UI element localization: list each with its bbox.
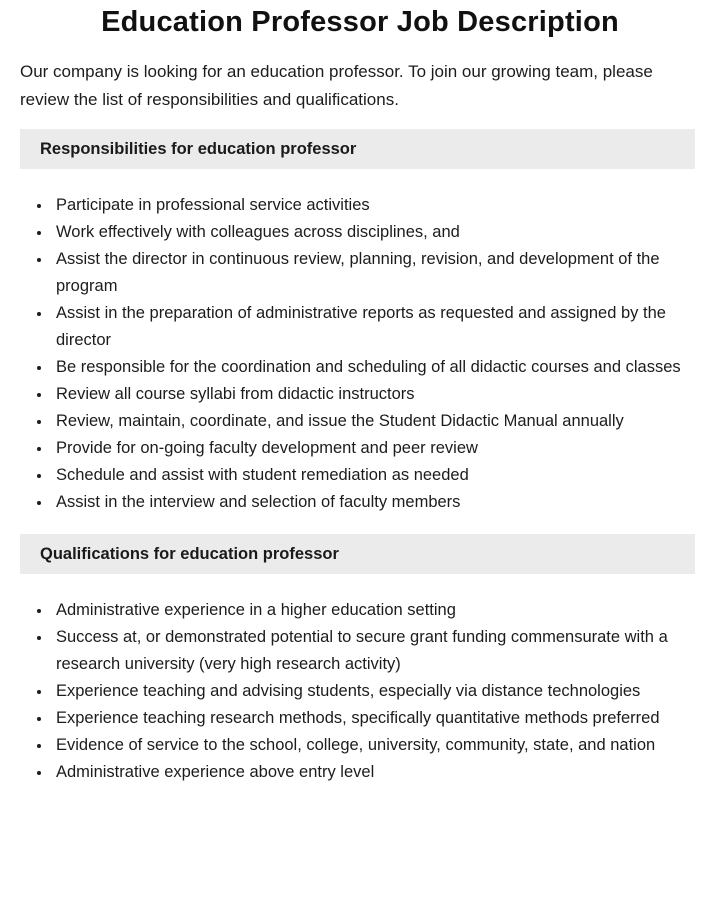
- list-item: • Assist the director in continuous review, planning, revision, and development of the program: [52, 246, 696, 300]
- list-item: • Review, maintain, coordinate, and issue the Student Didactic Manual annually: [52, 408, 696, 435]
- list-item: • Experience teaching research methods, specifically quantitative methods preferred: [52, 705, 696, 732]
- list-item: • Success at, or demonstrated potential to secure grant funding commensurate with a research university (very high research activity): [52, 624, 696, 678]
- list-item: • Review all course syllabi from didactic instructors: [52, 381, 696, 408]
- list-item: • Work effectively with colleagues across disciplines, and: [52, 219, 696, 246]
- responsibilities-list: [20, 192, 696, 516]
- list-item: • Evidence of service to the school, college, university, community, state, and nation: [52, 732, 696, 759]
- list-item: • Be responsible for the coordination and scheduling of all didactic courses and classes: [52, 354, 696, 381]
- list-item: • Provide for on-going faculty development and peer review: [52, 435, 696, 462]
- page-title: Education Professor Job Description: [101, 6, 619, 38]
- qualifications-list: [20, 597, 696, 786]
- list-item: • Assist in the interview and selection of faculty members: [52, 489, 696, 516]
- list-item: • Schedule and assist with student remediation as needed: [52, 462, 696, 489]
- list-item: • Administrative experience in a higher education setting: [52, 597, 696, 624]
- section-heading-qualifications: Qualifications for education professor: [20, 534, 695, 574]
- list-item: • Experience teaching and advising students, especially via distance technologies: [52, 678, 696, 705]
- list-item: • Assist in the preparation of administrative reports as requested and assigned by the director: [52, 300, 696, 354]
- list-item: • Administrative experience above entry level: [52, 759, 696, 786]
- intro-paragraph: Our company is looking for an education professor. To join our growing team, please review the list of responsibilities and qualifications.: [20, 62, 653, 109]
- section-heading-responsibilities: Responsibilities for education professor: [20, 129, 695, 169]
- list-item: • Participate in professional service activities: [52, 192, 696, 219]
